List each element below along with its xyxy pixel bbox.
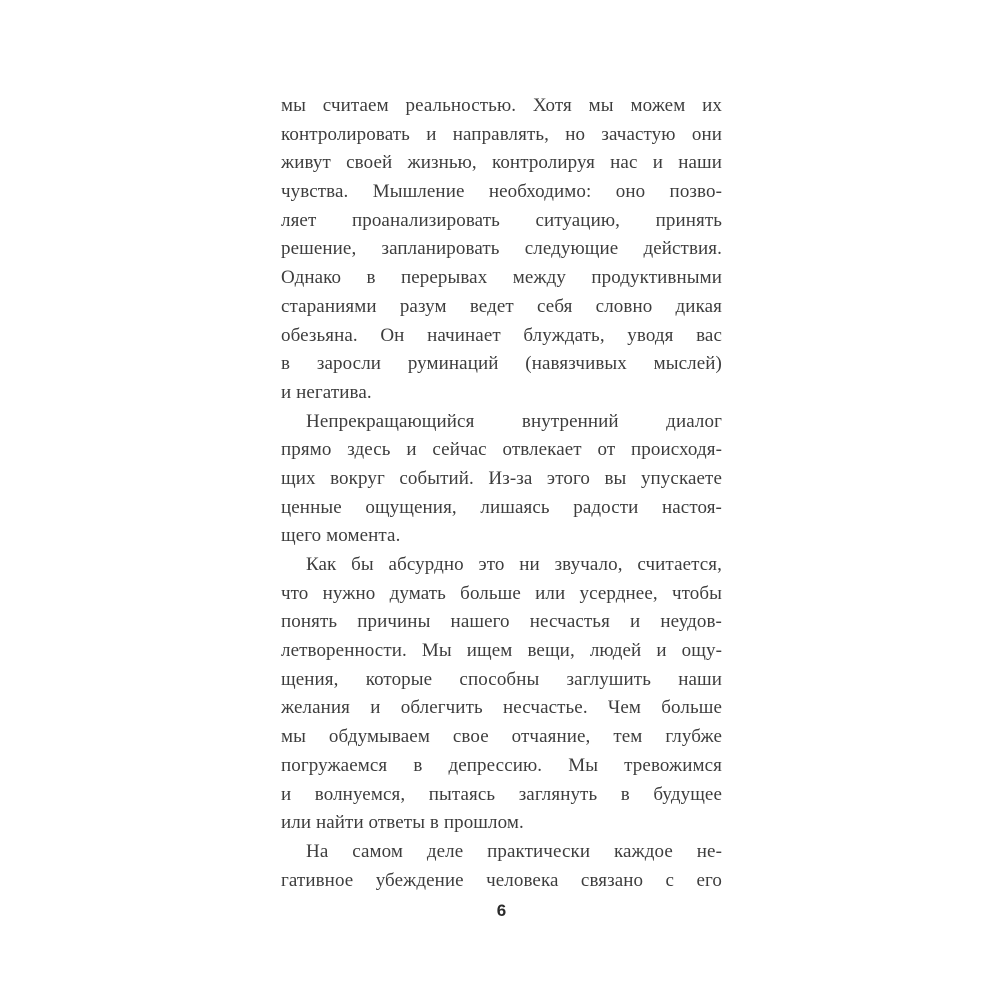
- text-line: погружаемся в депрессию. Мы тревожимся: [281, 754, 722, 776]
- text-line: летворенности. Мы ищем вещи, людей и ощу-: [281, 640, 722, 662]
- text-line: понять причины нашего несчастья и неудов-: [281, 611, 722, 633]
- text-line: в заросли руминаций (навязчивых мыслей): [281, 353, 722, 375]
- text-line: щения, которые способны заглушить наши: [281, 668, 722, 690]
- text-line: щих вокруг событий. Из-за этого вы упускаете: [281, 467, 722, 489]
- text-line: ляет проанализировать ситуацию, принять: [281, 209, 722, 231]
- text-line: чувства. Мышление необходимо: оно позво-: [281, 181, 722, 203]
- text-line: желания и облегчить несчастье. Чем больше: [281, 697, 722, 719]
- text-line: контролировать и направлять, но зачастую они: [281, 123, 722, 145]
- text-line: мы считаем реальностью. Хотя мы можем их: [281, 95, 722, 116]
- text-line: стараниями разум ведет себя словно дикая: [281, 295, 722, 317]
- text-line: щего момента.: [281, 525, 401, 547]
- text-line: или найти ответы в прошлом.: [281, 812, 524, 834]
- text-line: прямо здесь и сейчас отвлекает от происходя-: [281, 439, 722, 461]
- text-line: и волнуемся, пытаясь заглянуть в будущее: [281, 783, 722, 805]
- text-line: Непрекращающийся внутренний диалог: [306, 410, 722, 432]
- text-line: ценные ощущения, лишаясь радости настоя-: [281, 496, 722, 518]
- text-line: и негатива.: [281, 381, 372, 403]
- text-line: Однако в перерывах между продуктивными: [281, 267, 722, 289]
- text-line: живут своей жизнью, контролируя нас и наши: [281, 152, 722, 174]
- text-block: [281, 92, 722, 895]
- text-line: решение, запланировать следующие действия.: [281, 238, 722, 260]
- text-line: что нужно думать больше или усерднее, чтобы: [281, 582, 722, 604]
- paragraph: [281, 92, 722, 408]
- text-line: обезьяна. Он начинает блуждать, уводя вас: [281, 324, 722, 346]
- paragraph: [281, 408, 722, 551]
- paragraph: [281, 838, 722, 895]
- text-line: Как бы абсурдно это ни звучало, считается,: [306, 554, 722, 575]
- text-line: мы обдумываем свое отчаяние, тем глубже: [281, 726, 722, 748]
- page-number: 6: [496, 901, 507, 920]
- text-line: На самом деле практически каждое не-: [306, 840, 722, 862]
- text-line: гативное убеждение человека связано с его: [281, 869, 722, 891]
- paragraph: [281, 551, 722, 838]
